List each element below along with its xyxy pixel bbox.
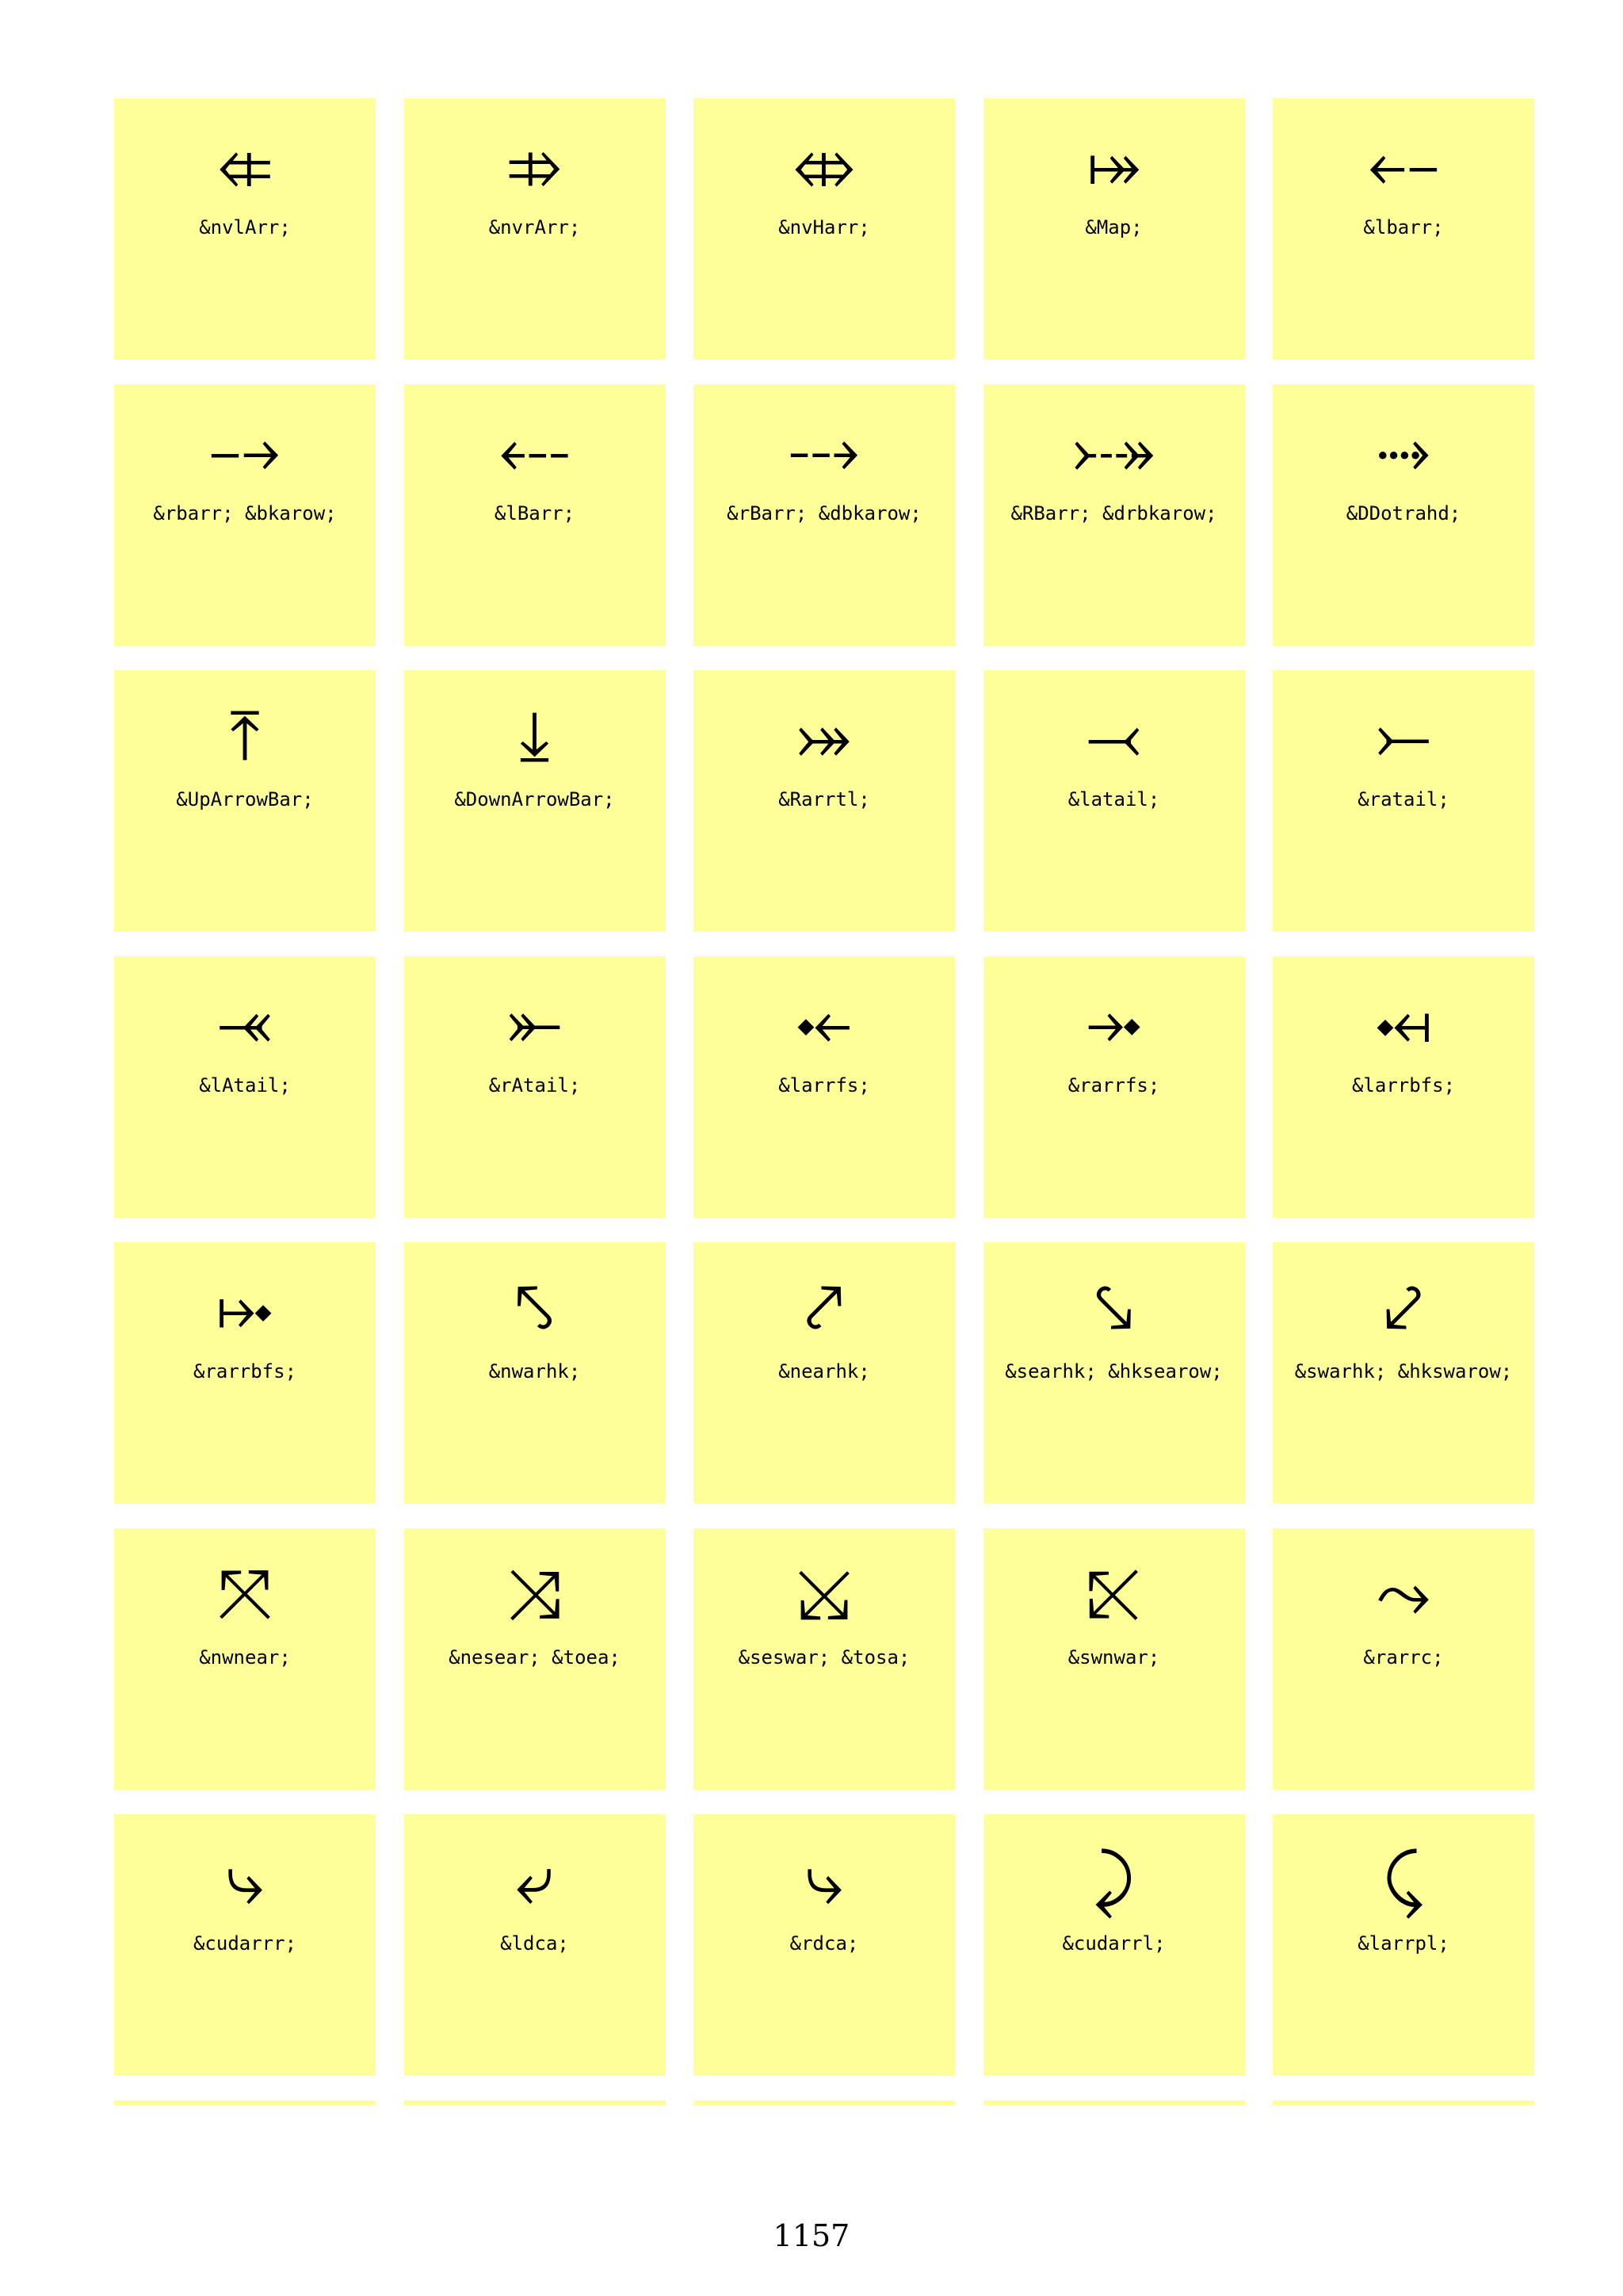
- partial-card: [1273, 2100, 1534, 2105]
- arrow-icon: ⤅: [1086, 124, 1141, 204]
- arrow-icon: ⤝: [796, 982, 852, 1062]
- entity-label: &nvlArr;: [199, 216, 291, 238]
- arrow-icon: ⤍: [209, 410, 281, 490]
- entity-label: &rarrbfs;: [193, 1360, 297, 1383]
- entity-card: [114, 1528, 376, 1790]
- entity-label: &rAtail;: [488, 1074, 581, 1097]
- entity-card: [693, 956, 955, 1218]
- entity-label: &Map;: [1085, 216, 1143, 238]
- entity-card: [983, 98, 1245, 360]
- arrow-icon: ⤚: [1376, 696, 1431, 776]
- arrow-icon: ⤧: [217, 1554, 273, 1634]
- entity-label: &UpArrowBar;: [176, 788, 314, 810]
- arrow-icon: ⤶: [515, 1840, 554, 1920]
- entity-card: [983, 1528, 1245, 1790]
- arrow-icon: ⤸: [1093, 1840, 1135, 1920]
- entity-card: [114, 1814, 376, 2076]
- arrow-icon: ⤐: [1072, 410, 1155, 490]
- arrow-icon: ⤃: [507, 124, 562, 204]
- arrow-icon: ⤓: [519, 696, 550, 776]
- arrow-icon: ⤄: [793, 124, 855, 204]
- entity-label: &DownArrowBar;: [454, 788, 615, 810]
- arrow-icon: ⤩: [796, 1554, 852, 1634]
- entity-card: [404, 384, 666, 646]
- arrow-icon: ⤤: [804, 1268, 844, 1348]
- entity-card: [1273, 98, 1534, 360]
- entity-card: [1273, 1528, 1534, 1790]
- arrow-icon: ⤏: [789, 410, 860, 490]
- entity-label: &rbarr; &bkarow;: [153, 502, 337, 524]
- arrow-icon: ⤣: [515, 1268, 554, 1348]
- arrow-icon: ⤹: [1383, 1840, 1424, 1920]
- entity-label: &swarhk; &hkswarow;: [1294, 1360, 1513, 1383]
- entity-card: [693, 1528, 955, 1790]
- next-row-partial-cards: [114, 2100, 1534, 2105]
- entity-card: [114, 98, 376, 360]
- entity-card: [1273, 384, 1534, 646]
- arrow-icon: ⤌: [1368, 124, 1439, 204]
- arrow-icon: ⤠: [217, 1268, 273, 1348]
- entity-label: &cudarrr;: [193, 1932, 297, 1955]
- entity-label: &larrpl;: [1358, 1932, 1449, 1955]
- arrow-icon: ⤥: [1094, 1268, 1133, 1348]
- entity-card-grid: [114, 98, 1534, 2076]
- entity-card: [404, 670, 666, 932]
- entity-card: [404, 1242, 666, 1504]
- entity-label: &latail;: [1067, 788, 1160, 810]
- arrow-icon: ⤷: [804, 1840, 844, 1920]
- entity-card: [114, 670, 376, 932]
- entity-label: &DDotrahd;: [1346, 502, 1461, 524]
- entity-card: [114, 956, 376, 1218]
- arrow-icon: ⤑: [1376, 410, 1431, 490]
- entity-card: [983, 1814, 1245, 2076]
- partial-card: [404, 2100, 666, 2105]
- entity-card: [114, 1242, 376, 1504]
- entity-label: &nwnear;: [199, 1646, 291, 1669]
- arrow-icon: ⤒: [229, 696, 260, 776]
- entity-card: [693, 1242, 955, 1504]
- entity-label: &rarrfs;: [1067, 1074, 1160, 1097]
- partial-card: [114, 2100, 376, 2105]
- arrow-icon: ⤛: [217, 982, 273, 1062]
- entity-card: [404, 956, 666, 1218]
- entity-card: [1273, 1242, 1534, 1504]
- partial-card: [983, 2100, 1245, 2105]
- page-number: 1157: [773, 2218, 850, 2253]
- entity-card: [1273, 670, 1534, 932]
- arrow-icon: ⤖: [796, 696, 852, 776]
- arrow-icon: ⤦: [1384, 1268, 1423, 1348]
- entity-card: [983, 384, 1245, 646]
- arrow-icon: ⤨: [507, 1554, 562, 1634]
- entity-label: &RBarr; &drbkarow;: [1010, 502, 1217, 524]
- entity-label: &rdca;: [789, 1932, 859, 1955]
- entity-card: [404, 1528, 666, 1790]
- arrow-icon: ⤳: [1376, 1554, 1431, 1634]
- entity-card: [693, 670, 955, 932]
- entity-label: &lAtail;: [199, 1074, 291, 1097]
- entity-card: [404, 1814, 666, 2076]
- arrow-icon: ⤙: [1086, 696, 1141, 776]
- entity-label: &seswar; &tosa;: [738, 1646, 911, 1669]
- arrow-icon: ⤜: [507, 982, 562, 1062]
- entity-label: &nesear; &toea;: [449, 1646, 621, 1669]
- entity-label: &lbarr;: [1363, 216, 1444, 238]
- entity-card: [693, 98, 955, 360]
- entity-card: [983, 670, 1245, 932]
- entity-label: &nwarhk;: [488, 1360, 581, 1383]
- arrow-icon: ⤂: [217, 124, 273, 204]
- entity-label: &rarrc;: [1363, 1646, 1444, 1669]
- entity-label: &nvrArr;: [488, 216, 581, 238]
- entity-card: [693, 1814, 955, 2076]
- entity-card: [983, 1242, 1245, 1504]
- arrow-icon: ⤟: [1376, 982, 1431, 1062]
- entity-card: [693, 384, 955, 646]
- entity-label: &nearhk;: [778, 1360, 870, 1383]
- entity-card: [1273, 956, 1534, 1218]
- entity-label: &cudarrl;: [1062, 1932, 1166, 1955]
- entity-label: &ldca;: [500, 1932, 569, 1955]
- arrow-icon: ⤞: [1086, 982, 1141, 1062]
- entity-label: &nvHarr;: [778, 216, 870, 238]
- entity-card: [114, 384, 376, 646]
- arrow-icon: ⤎: [498, 410, 571, 490]
- entity-label: &rBarr; &dbkarow;: [727, 502, 922, 524]
- entity-card: [404, 98, 666, 360]
- entity-label: &larrfs;: [778, 1074, 870, 1097]
- entity-label: &searhk; &hksearow;: [1005, 1360, 1223, 1383]
- arrow-icon: ⤪: [1086, 1554, 1141, 1634]
- entity-label: &larrbfs;: [1351, 1074, 1456, 1097]
- entity-card: [1273, 1814, 1534, 2076]
- entity-card: [983, 956, 1245, 1218]
- partial-card: [693, 2100, 955, 2105]
- entity-label: &ratail;: [1358, 788, 1449, 810]
- arrow-icon: ⤷: [225, 1840, 265, 1920]
- entity-label: &Rarrtl;: [778, 788, 870, 810]
- entity-label: &swnwar;: [1067, 1646, 1160, 1669]
- entity-label: &lBarr;: [494, 502, 575, 524]
